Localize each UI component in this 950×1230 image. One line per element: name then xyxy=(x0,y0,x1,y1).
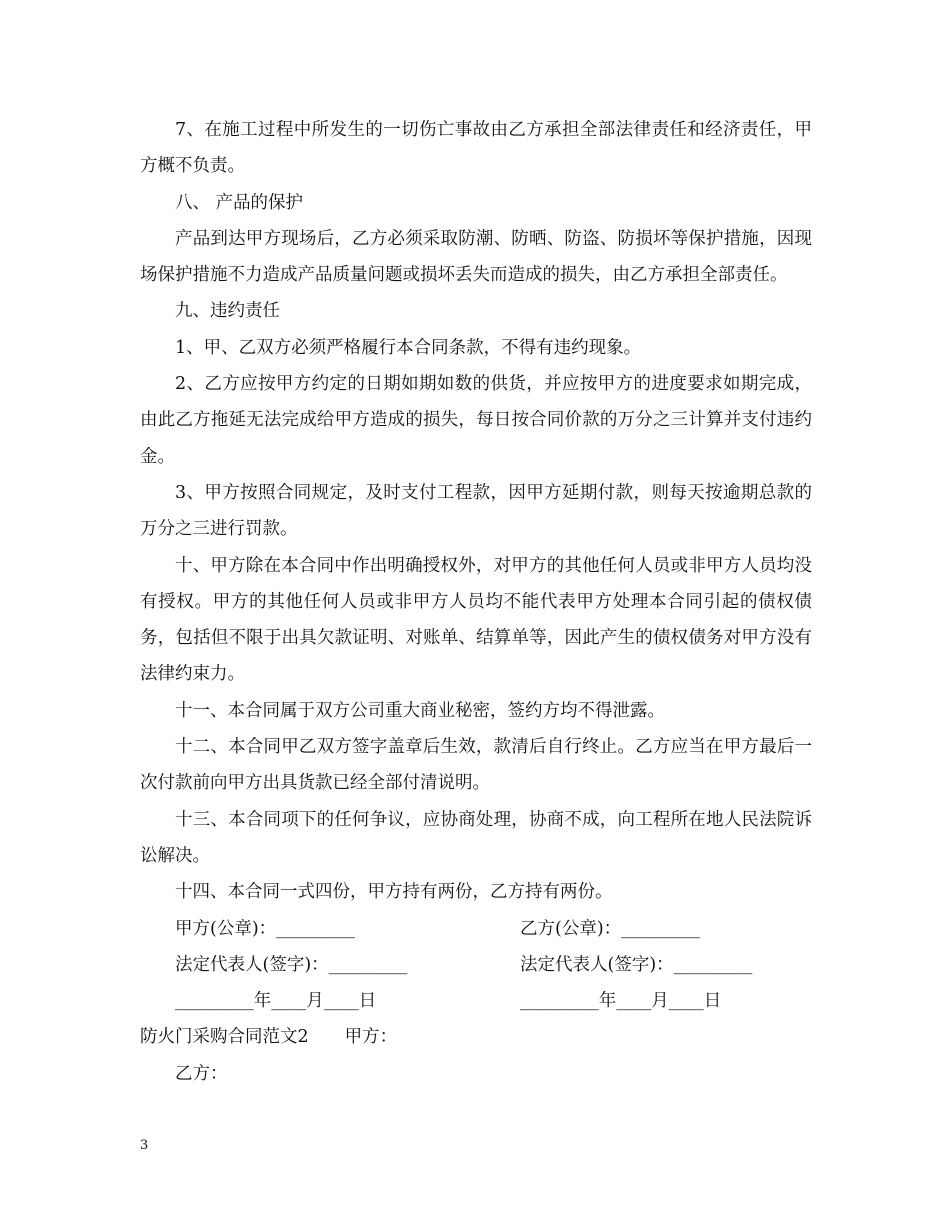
document-body xyxy=(140,112,812,1092)
signature-date-row xyxy=(140,983,812,1019)
clause-7-injury-liability: 7、在施工过程中所发生的一切伤亡事故由乙方承担全部法律责任和经济责任，甲方概不负责。 xyxy=(140,120,812,177)
breach-clause-2: 2、乙方应按甲方约定的日期如期如数的供货，并应按甲方的进度要求如期完成，由此乙方拖延无法完成给甲方造成的损失，每日按合同价款的万分之三计算并支付违约金。 xyxy=(140,374,812,467)
next-document-party-a: 甲方： xyxy=(344,1027,398,1048)
signature-rep-row xyxy=(140,947,812,983)
party-b-seal: 乙方(公章)：_________ xyxy=(520,918,700,939)
party-a-representative: 法定代表人(签字)：_________ xyxy=(175,954,408,975)
party-b-date: _________年____月____日 xyxy=(520,991,722,1012)
section-10-authorization: 十、甲方除在本合同中作出明确授权外，对甲方的其他任何人员或非甲方人员均没有授权。甲方的其他任何人员或非甲方人员均不能代表甲方处理本合同引起的债权债务，包括但不限于出具欠款证明、对账单、结算单等，因此产生的债权债务对甲方没有法律约束力。 xyxy=(140,555,812,685)
party-a-seal: 甲方(公章)：_________ xyxy=(175,918,355,939)
signature-seal-row xyxy=(140,911,812,947)
next-document-party-b: 乙方： xyxy=(175,1063,228,1084)
section-9-heading: 九、违约责任 xyxy=(175,301,280,322)
section-12-effectiveness: 十二、本合同甲乙双方签字盖章后生效，款清后自行终止。乙方应当在甲方最后一次付款前向甲方出具货款已经全部付清说明。 xyxy=(140,737,812,794)
next-document-title: 防火门采购合同范文2 xyxy=(140,1027,309,1048)
page-number: 3 xyxy=(140,1138,149,1153)
breach-clause-3: 3、甲方按照合同规定，及时支付工程款，因甲方延期付款，则每天按逾期总款的万分之三进行罚款。 xyxy=(140,482,812,540)
breach-clause-1: 1、甲、乙双方必须严格履行本合同条款，不得有违约现象。 xyxy=(175,337,642,358)
section-14-copies: 十四、本合同一式四份，甲方持有两份，乙方持有两份。 xyxy=(175,882,613,903)
next-document-heading-row xyxy=(140,1019,812,1055)
party-a-date: _________年____月____日 xyxy=(175,991,377,1012)
section-13-disputes: 十三、本合同项下的任何争议，应协商处理，协商不成，向工程所在地人民法院诉讼解决。 xyxy=(140,809,812,866)
product-protection-paragraph: 产品到达甲方现场后，乙方必须采取防潮、防晒、防盗、防损坏等保护措施，因现场保护措施不力造成产品质量问题或损坏丢失而造成的损失，由乙方承担全部责任。 xyxy=(140,228,812,286)
party-b-representative: 法定代表人(签字)：_________ xyxy=(520,954,753,975)
section-8-heading: 八、 产品的保护 xyxy=(175,192,304,213)
section-11-confidentiality: 十一、本合同属于双方公司重大商业秘密，签约方均不得泄露。 xyxy=(175,700,665,721)
